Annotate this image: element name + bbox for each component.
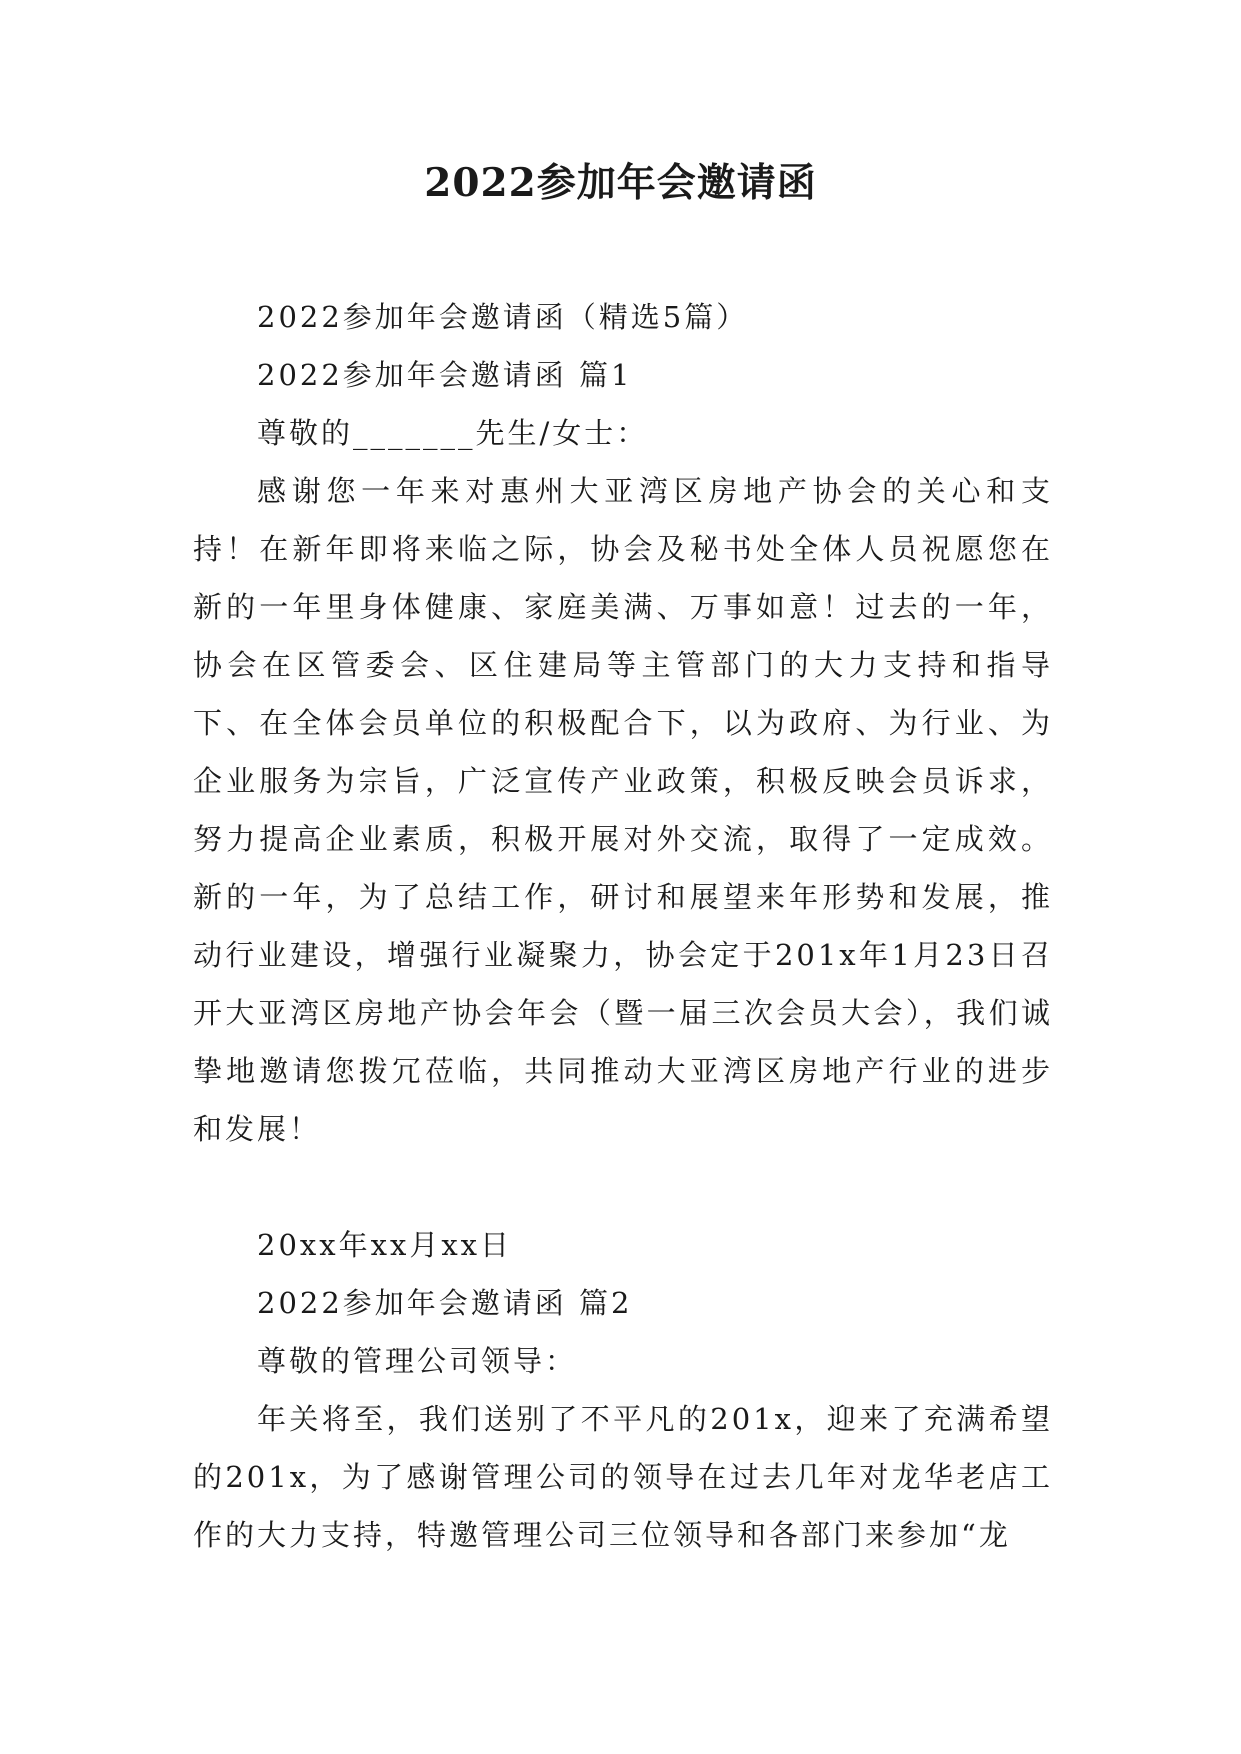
subtitle: 2022参加年会邀请函（精选5篇） bbox=[257, 300, 749, 334]
section-2-body-paragraph: 年关将至，我们送别了不平凡的201x，迎来了充满希望的201x，为了感谢管理公司的领导在过去几年对龙华老店工作的大力支持，特邀管理公司三位领导和各部门来参加“龙 bbox=[193, 1402, 1053, 1552]
section-2-heading: 2022参加年会邀请函 篇2 bbox=[257, 1286, 633, 1320]
section-1-salutation: 尊敬的_______先生/女士： bbox=[257, 416, 649, 450]
paragraph-gap bbox=[193, 1158, 1053, 1216]
document-title: 2022参加年会邀请函 bbox=[424, 160, 817, 206]
document-body bbox=[193, 288, 1053, 1564]
section-1-date: 20xx年xx月xx日 bbox=[257, 1228, 513, 1262]
section-1-heading: 2022参加年会邀请函 篇1 bbox=[257, 358, 633, 392]
section-1-body-paragraph: 感谢您一年来对惠州大亚湾区房地产协会的关心和支持！在新年即将来临之际，协会及秘书处全体人员祝愿您在新的一年里身体健康、家庭美满、万事如意！过去的一年，协会在区管委会、区住建局等主管部门的大力支持和指导下、在全体会员单位的积极配合下，以为政府、为行业、为企业服务为宗旨，广泛宣传产业政策，积极反映会员诉求，努力提高企业素质，积极开展对外交流，取得了一定成效。新的一年，为了总结工作，研讨和展望来年形势和发展，推动行业建设，增强行业凝聚力，协会定于201x年1月23日召开大亚湾区房地产协会年会（暨一届三次会员大会），我们诚挚地邀请您拨冗莅临，共同推动大亚湾区房地产行业的进步和发展！ bbox=[193, 474, 1053, 1146]
section-2-salutation: 尊敬的管理公司领导： bbox=[257, 1344, 578, 1378]
